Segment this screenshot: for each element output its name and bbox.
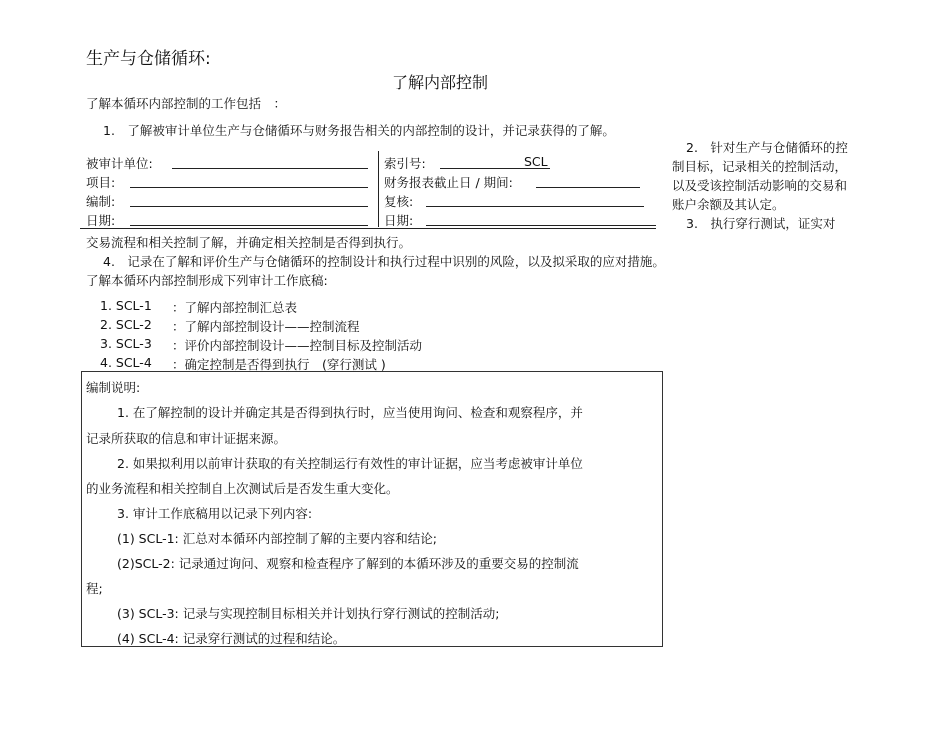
preparer-field[interactable] [130, 206, 368, 207]
index-value: SCL [524, 154, 548, 169]
item-1: 1. 了解被审计单位生产与仓储循环与财务报告相关的内部控制的设计，并记录获得的了解。 [103, 123, 615, 138]
workpaper-no: 3. SCL-3 [100, 336, 152, 351]
project-label: 项目: [86, 175, 116, 190]
entity-field[interactable] [172, 168, 368, 169]
notes-s2-line2: 程; [86, 581, 103, 596]
date-left-label: 日期: [86, 213, 116, 228]
workpaper-desc: ：了解内部控制设计——控制流程 [172, 319, 360, 334]
notes-s4: (4) SCL-4: 记录穿行测试的过程和结论。 [117, 631, 346, 646]
notes-heading: 编制说明: [86, 380, 141, 395]
notes-s1: (1) SCL-1: 汇总对本循环内部控制了解的主要内容和结论; [117, 531, 437, 546]
notes-p1-line1: 1. 在了解控制的设计并确定其是否得到执行时，应当使用询问、检查和观察程序，并 [117, 405, 583, 420]
workpaper-desc: ：评价内部控制设计——控制目标及控制活动 [172, 338, 423, 353]
project-field[interactable] [130, 187, 368, 188]
notes-s2-line1: (2)SCL-2: 记录通过询问、观察和检查程序了解到的本循环涉及的重要交易的控制流 [117, 556, 579, 571]
notes-s3: (3) SCL-3: 记录与实现控制目标相关并计划执行穿行测试的控制活动; [117, 606, 500, 621]
side-item-2: 2. 针对生产与仓储循环的控制目标，记录相关的控制活动，以及受该控制活动影响的交易和账户余额及其认定。 [672, 140, 848, 212]
workpaper-no: 2. SCL-2 [100, 317, 152, 332]
page-heading: 生产与仓储循环: [86, 49, 211, 69]
entity-label: 被审计单位: [86, 156, 153, 171]
index-label: 索引号: [384, 156, 426, 171]
notes-p2-line2: 的业务流程和相关控制自上次测试后是否发生重大变化。 [86, 481, 399, 496]
notes-p3: 3. 审计工作底稿用以记录下列内容: [117, 506, 313, 521]
date-left-field[interactable] [130, 225, 368, 226]
workpaper-desc: ：了解内部控制汇总表 [172, 300, 298, 315]
workpapers-intro: 了解本循环内部控制形成下列审计工作底稿: [86, 273, 328, 288]
form-bottom-rule [80, 228, 656, 229]
page-title: 了解内部控制 [392, 73, 489, 92]
form-divider [378, 151, 379, 227]
reviewer-field[interactable] [426, 206, 644, 207]
workpaper-no: 1. SCL-1 [100, 298, 152, 313]
item-4: 4. 记录在了解和评价生产与仓储循环的控制设计和执行过程中识别的风险，以及拟采取的应对措施。 [103, 254, 665, 269]
side-item-3: 3. 执行穿行测试，证实对 [686, 216, 836, 231]
period-label: 财务报表截止日 / 期间: [384, 175, 513, 190]
index-field[interactable] [440, 168, 550, 169]
date-right-field[interactable] [426, 225, 656, 226]
workpaper-no: 4. SCL-4 [100, 355, 152, 370]
continuation-text: 交易流程和相关控制了解，并确定相关控制是否得到执行。 [86, 235, 412, 250]
preparer-label: 编制: [86, 194, 116, 209]
reviewer-label: 复核: [384, 194, 414, 209]
intro-text: 了解本循环内部控制的工作包括 ： [86, 96, 287, 111]
date-right-label: 日期: [384, 213, 414, 228]
notes-p1-line2: 记录所获取的信息和审计证据来源。 [86, 431, 287, 446]
workpaper-desc: ：确定控制是否得到执行 (穿行测试 ) [172, 357, 386, 372]
period-field[interactable] [536, 187, 640, 188]
notes-p2-line1: 2. 如果拟利用以前审计获取的有关控制运行有效性的审计证据，应当考虑被审计单位 [117, 456, 583, 471]
